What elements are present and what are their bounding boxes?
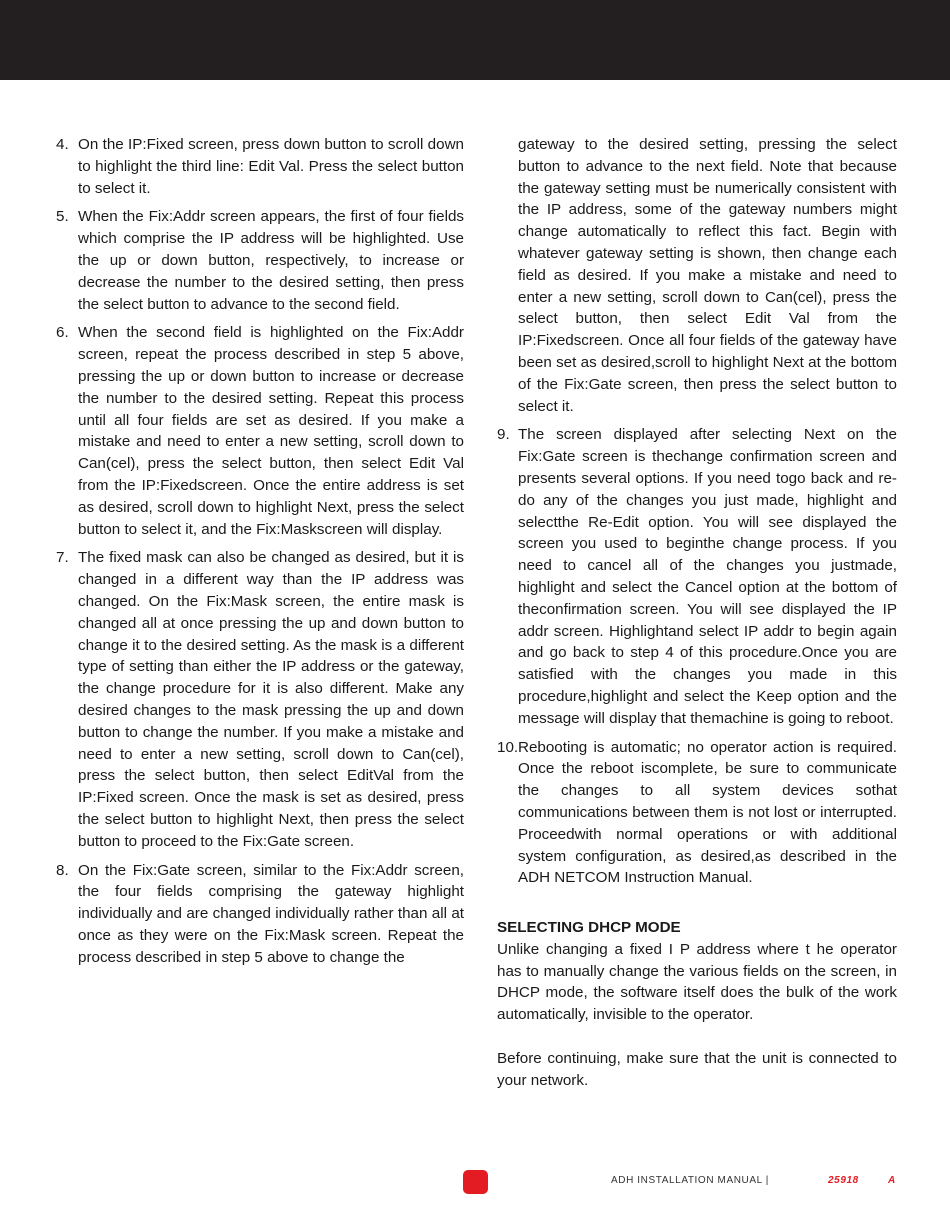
step-text: The screen displayed after selecting Next on the Fix:Gate screen is thechange confirmation screen and presents several options. If you need togo back and re-do any of the changes you just made, highlight and selectthe Re-Edit option. You will see displayed the screen you used to beginthe change process. If you need to cancel all of the changes you justmade, highlight and select the Cancel option at the bottom of theconfirmation screen. You will see displayed the IP addr screen. Highlightand select IP addr to begin again and go back to step 4 of this procedure.Once you are satisfied with the changes you made in this procedure,highlight and select the Keep option and the message will display that themachine is going to reboot.	[518, 426, 897, 727]
steps-list-left	[56, 134, 464, 968]
step-number: 6.	[56, 324, 69, 342]
footer-revision: A	[888, 1175, 896, 1186]
step-text: On the IP:Fixed screen, press down button to scroll down to highlight the third line: Edit Val. Press the select button to select it.	[78, 136, 464, 197]
footer-doc-number: 25918	[828, 1175, 859, 1186]
step-number: 4.	[56, 136, 69, 153]
step-number: 10.	[497, 738, 519, 756]
section-paragraph: Before continuing, make sure that the unit is connected to your network.	[497, 1050, 897, 1089]
step-number: 8.	[56, 861, 69, 879]
header-bar	[0, 0, 950, 80]
step-7	[56, 547, 464, 852]
step-text: The fixed mask can also be changed as desired, but it is changed in a different way than the IP address was changed. On the Fix:Mask screen, the entire mask is changed all at once pressing the up and down button to change it to the desired setting. As the mask is a different type of setting than either the IP address or the gateway, the change procedure for it is also different. Make any desired changes to the mask pressing the up and down button to change the number. If you make a mistake and need to enter a new setting, scroll down to Can(cel), press the select button, then select EditVal from the IP:Fixed screen. Once the mask is set as desired, press the select button to highlight Next, then press the select button to proceed to the Fix:Gate screen.	[78, 549, 464, 850]
step-number: 7.	[56, 549, 69, 567]
step-5	[56, 206, 464, 315]
step-text: When the Fix:Addr screen appears, the first of four fields which comprise the IP address will be highlighted. Use the up or down button, respectively, to increase or decrease the number to the desired setting, then press the select button to advance to the second field.	[78, 208, 464, 313]
step-text: Rebooting is automatic; no operator action is required. Once the reboot iscomplete, be sure to communicate the changes to all system devices sothat communications between them is not lost or interrupted. Proceedwith normal operations or with additional system configuration, as desired,as described in the ADH NETCOM Instruction Manual.	[518, 738, 897, 887]
step-text: When the second field is highlighted on the Fix:Addr screen, repeat the process described in step 5 above, pressing the up or down button to increase or decrease the number to the desired setting. Repeat this process until all four fields are set as desired. If you make a mistake and need to enter a new setting, scroll down to Can(cel), press the select button, then select Edit Val from the IP:Fixedscreen. Once the entire address is set as desired, scroll down to highlight Next, press the select button to select it, and the Fix:Maskscreen will display.	[78, 324, 464, 538]
step-6	[56, 322, 464, 540]
left-column	[56, 134, 464, 975]
footer-manual-title: ADH INSTALLATION MANUAL |	[611, 1175, 769, 1186]
section-paragraph: Unlike changing a fixed I P address where t he operator has to manually change the various fields on the screen, in DHCP mode, the software itself does the bulk of the work automatically, invisible to the operator.	[497, 940, 897, 1024]
step-number: 9.	[497, 426, 510, 444]
page-number-badge	[463, 1170, 488, 1194]
step-4	[56, 134, 464, 199]
steps-list-right	[497, 424, 897, 889]
step-text: On the Fix:Gate screen, similar to the Fix:Addr screen, the four fields comprising the gateway highlight individually and are changed individually rather than all at once as they were on the Fix:Mask screen. Repeat the process described in step 5 above to change the	[78, 861, 464, 966]
step-9	[497, 424, 897, 729]
step-8-continued: gateway to the desired setting, pressing the select button to advance to the next field. Note that because the gateway setting must be numerically consistent with the IP address, some of the gateway numbers might change automatically to reflect this fact. Begin with whatever gateway setting is shown, then change each field as desired. If you make a mistake and need to enter a new setting, scroll down to Can(cel), press the select button, then select Edit Val from the IP:Fixedscreen. Once all four fields of the gateway have been set as desired,scroll to highlight Next at the bottom of the Fix:Gate screen, then press the select button to select it.	[518, 136, 897, 415]
step-10	[497, 737, 897, 890]
step-8	[56, 860, 464, 969]
section-heading: SELECTING DHCP MODE	[497, 919, 681, 937]
right-column	[497, 134, 897, 1092]
step-number: 5.	[56, 208, 69, 226]
